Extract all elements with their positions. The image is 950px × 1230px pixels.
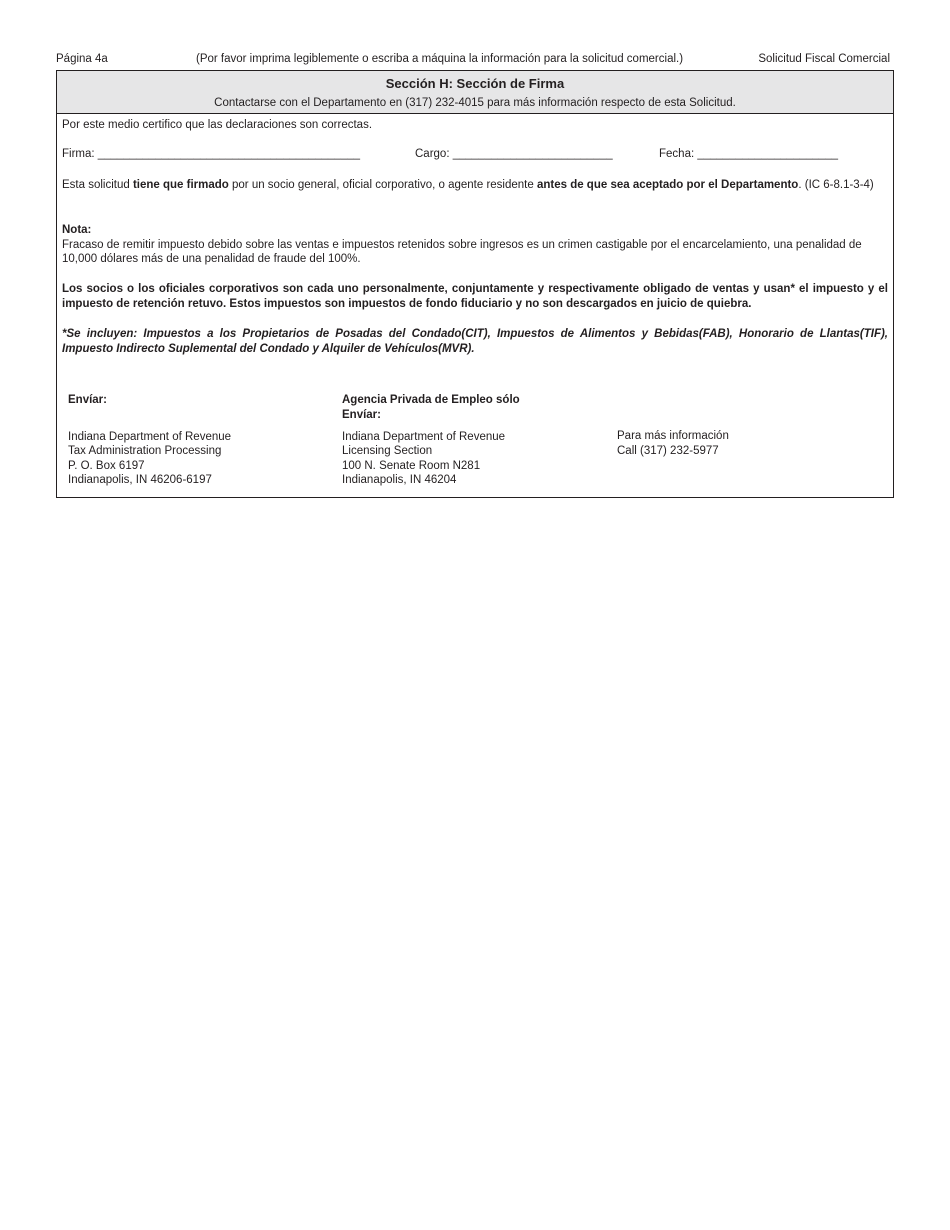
mail-column-1: Envíar: Indiana Department of Revenue Tax Administration Processing P. O. Box 6197 Indianapolis, IN 46206-6197 xyxy=(68,394,232,486)
page-number: Página 4a xyxy=(56,53,108,65)
section-title: Sección H: Sección de Firma xyxy=(385,76,565,91)
mail-col1-heading: Envíar: xyxy=(68,394,107,406)
print-instruction: (Por favor imprima legiblemente o escriba a máquina la información para la solicitud comercial.) xyxy=(196,53,684,65)
mail-column-3: Para más información Call (317) 232-5977 xyxy=(617,430,729,457)
signature-field[interactable]: Firma: _________________________________________ xyxy=(62,148,361,160)
date-field[interactable]: Fecha: ______________________ xyxy=(659,148,839,160)
title-field[interactable]: Cargo: _________________________ xyxy=(415,148,613,160)
included-taxes: *Se incluyen: Impuestos a los Propietarios de Posadas del Condado(CIT), Impuestos de Alimentos y Bebidas(FAB), Honorario de Llantas(TIF), Impuesto Indirecto Suplemental del Condado y Alquiler de Vehículos(MVR). xyxy=(62,328,888,355)
signing-requirement: Esta solicitud tiene que firmado por un socio general, oficial corporativo, o agente residente antes de que sea aceptado por el Departamento. (IC 6-8.1-3-4) xyxy=(62,179,874,191)
nota-block xyxy=(62,223,888,267)
section-header xyxy=(57,71,893,114)
mail-col2-heading: Agencia Privada de Empleo sólo xyxy=(342,394,520,406)
section-h-box xyxy=(56,70,894,498)
mail-column-2: Agencia Privada de Empleo sólo Envíar: Indiana Department of Revenue Licensing Section 100 N. Senate Room N281 Indianapolis, IN 46204 xyxy=(342,394,520,486)
partners-liability: Los socios o los oficiales corporativos son cada uno personalmente, conjuntamente y respectivamente obligado de ventas y usan* el impuesto y el impuesto de retención retuvo. Estos impuestos son impuestos de fondo fiduciario y no son descargados en juicio de quiebra. xyxy=(62,283,888,310)
certify-statement: Por este medio certifico que las declaraciones son correctas. xyxy=(62,119,373,131)
form-title: Solicitud Fiscal Comercial xyxy=(758,53,890,65)
nota-text: Fracaso de remitir impuesto debido sobre las ventas e impuestos retenidos sobre ingresos es un crimen castigable por el encarcelamiento, una penalidad de 10,000 dólares más de una penalidad de fraude del 100%. xyxy=(62,238,862,265)
section-contact: Contactarse con el Departamento en (317) 232-4015 para más información respecto de esta Solicitud. xyxy=(214,97,736,109)
nota-label: Nota: xyxy=(62,224,92,236)
signature-row xyxy=(62,148,888,162)
page-header-line xyxy=(56,53,892,67)
